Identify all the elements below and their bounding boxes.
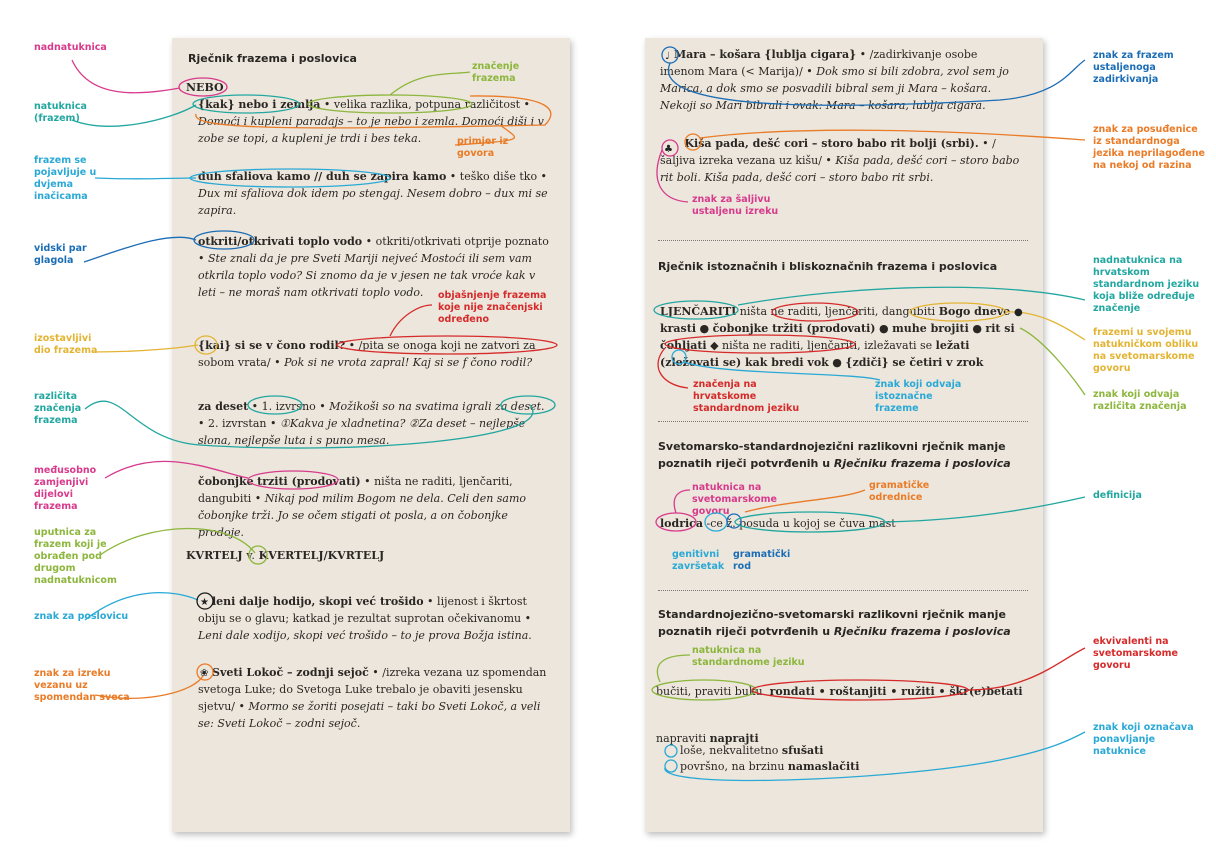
entry-example: Leni dale xodijo, skopi već trošido – to je prova Božja istina. [198,629,532,642]
entry-phrase: duh sfaliova kamo // duh se zapira kamo [198,170,447,183]
annotation-rod: gramatički rod [733,549,791,572]
annotation-ponavljanje: znak koji označava ponavljanje natuknice [1093,722,1194,757]
entry-phrase: Mara – košara {lublja cigara} [674,48,857,61]
entry-phrase: {kai} si se v čono rodil? [198,339,346,352]
std-equivalents: rondati • roštanjiti • ružiti • škr(e)betati [769,685,1023,698]
syn-phrase-2: čobonjke tržiti (prodovati) [712,322,876,335]
club-icon: ♣ [664,144,673,155]
annotation-primjer: primjer iz govora [457,136,509,159]
entry-definition: velika razlika, potpuna različitost [333,98,521,111]
left-page-title: Rječnik frazema i poslovica [188,52,357,65]
annotation-nadnatuknica: nadnatuknica [34,42,107,53]
annotation-izreka: znak za izreku vezanu uz spomendan sveca [34,668,130,703]
sense-1: 1. izvrsno [261,400,316,413]
reference-head: KVRTELJ [186,549,243,562]
rep-line1a: napraviti [656,732,707,745]
entry-lokoc: Sveti Lokoč – zodnji sejoč • /izreka vezana uz spomendan svetoga Luke; do Svetoga Luke trebalo je obaviti jesensku sjetvu/ • Mormo se žoriti posejati – taki bo Sveti Lokoč, a veli se: Sveti Lokoč – zodni sejoč. [198,666,547,730]
rep-line3a: površno, na brzinu [680,760,785,773]
annotation-poslovica: znak za poslovicu [34,611,129,622]
syn-phrase-4: rit si čohljati [660,322,1015,352]
annotation-izostavljivi: izostavljivi dio frazema [34,333,98,356]
annotation-dvije-inacice: frazem se pojavljuje u dvjema inačicama [34,155,97,202]
annotation-medusobno: međusobno zamjenjivi dijelovi frazema [34,465,97,512]
entry-phrase-head: čobonjke [198,475,254,488]
star-icon: ★ [200,597,209,608]
entry-definition: lijenost i škrtost obiju se o glavu; katkad je rezultat suprotan očekivanomu [198,595,527,625]
annotation-razlicita-znacenja: različita značenja frazema [34,391,82,426]
entry-duh: duh sfaliova kamo // duh se zapira kamo • teško diše tko • Dux mi sfaliova dok idem po stengaj. Nesem dobro – dux mi se zapira. [198,170,548,217]
sense-2: 2. izvrstan [208,417,267,430]
section-title-italic: Rječniku frazema i poslovica [833,457,1011,470]
annotation-natuknica-sv: natuknica na svetomarskome govoru [692,482,777,517]
sense-1-example: Možikoši so na svatima igrali za deset. [329,400,545,413]
section-title-synonyms: Rječnik istoznačnih i bliskoznačnih frazema i poslovica [658,260,998,273]
sense-2-example: ①Kakva je xladnetina? ②Za deset – nejlepše slona, nejlepše luta i s puno mesa. [198,417,526,447]
entry-cono: {kai} si se v čono rodil? • /pita se onoga koji ne zatvori za sobom vrata/ • Pok si ne vrota zapral! Kaj si se f čono rodil? [198,339,536,369]
entry-definition: teško diše tko [459,170,538,183]
annotation-ustaljeni: znak za frazem ustaljenoga zadirkivanja [1093,50,1174,85]
syn-phrase-6: {zdiči} se četiri v zrok [845,356,984,369]
entry-example: Mormo se žoriti posejati – taki bo Sveti Lokoč, a veli se: Sveti Lokoč – zodni sejoč. [198,700,541,730]
entry-leni: leni dalje hodijo, skopi već trošido • lijenost i škrtost obiju se o glavu; katkad je rezultat suprotan očekivanomu • Leni dale xodijo, skopi već trošido – to je prova Božja istina. [198,595,532,642]
annotation-znacenje: značenje frazema [472,61,520,84]
entry-phrase: leni dalje hodijo, skopi već trošido [212,595,424,608]
entry-definition: /pita se onoga koji ne zatvori za sobom vrata/ [198,339,536,369]
word-definition: posuda u kojoj se čuva mast [739,517,896,530]
syn-phrase-5: ležati (zležovati se) kak bredi vok [660,339,970,369]
entry-cobonjke: čobonjke trziti (prodovati) • ništa ne raditi, ljenčariti, dangubiti • Nikaj pod milim Bogom ne dela. Celi den samo čobonjke trži. Jo se očem stigati ot posla, a on čobonjke prodoje. [198,475,527,539]
word-gender: ž. [726,517,736,530]
entry-definition: otkriti/otkrivati otprije poznato [375,235,549,248]
entry-definition: /zadirkivanje osobe imenom Mara (< Marija)/ [660,48,978,78]
entry-definition: /šaljiva izreka vezana uz kišu/ [660,137,996,167]
entry-phrase: za deset [198,400,249,413]
annotation-natuknica: natuknica (frazem) [34,101,87,124]
flower-icon: ❀ [200,668,209,679]
entry-example: Dux mi sfaliova dok idem po stengaj. Nesem dobro – dux mi se zapira. [198,187,548,217]
syn-def-1: ništa ne raditi, ljenčariti, dangubiti [739,305,936,318]
annotation-posudenice: znak za posuđenice iz standardnoga jezika neprilagođene na nekoj od razina [1093,124,1205,171]
entry-nebo: {kak} nebo i zemlja • velika razlika, potpuna različitost • Domoći i kupleni paradajs – to je nebo i zemla. Domoći diši i v zobe se topi, a kupleni je trdi i bes teka. [198,98,544,145]
entry-otkriti: otkriti/otkrivati toplo vodo • otkriti/otkrivati otprije poznato • Ste znali da je pre Sveti Mariji nejveć Mostoći ili sem vam otkrila toplo vodo? Si znomo da je v jesen ne tak vroće kak v leti – ne moraš nam otkrivati toplo vodo. [198,235,549,299]
annotation-istoznacne: znak koji odvaja istoznačne frazeme [875,379,962,414]
rep-line3b: namaslačiti [787,760,860,773]
entry-example: Kiša pada, dešć cori – storo babo rit boli. Kiša pada, dešć cori – storo babo rit srbi. [660,154,1020,184]
entry-phrase: otkriti/otkrivati toplo vodo [198,235,363,248]
annotation-genitivni: genitivni završetak [672,549,725,572]
entry-definition: ništa ne raditi, ljenčariti, dangubiti [198,475,513,505]
annotation-gramaticke: gramatičke odrednice [869,480,930,503]
entry-phrase: Sveti Lokoč – zodnji sejoč [212,666,369,679]
annotation-odvaja-razl: znak koji odvaja različita značenja [1093,389,1187,412]
entry-phrase-part: trziti (prodovati) [257,475,361,488]
entry-example: Ste znali da je pre Sveti Mariji nejveć Mostoći ili sem vam otkrila toplo vodo? Si znomo da je v jesen ne tak vroće kak v leti – ne moraš nam otkrivati toplo vodo. [198,252,536,299]
annotation-nadnat-hr: nadnatuknica na hrvatskom standardnom jeziku koja bliže određuje značenje [1093,255,1200,314]
annotation-objasnjenje: objašnjenje frazema koje nije značenjski određeno [438,290,547,325]
annotation-uputnica: uputnica za frazem koji je obrađen pod drugom nadnatuknicom [34,527,117,586]
annotation-saljiva: znak za šaljivu ustaljenu izreku [692,194,779,217]
annotation-svetomarski: frazemi u svojemu natukničkom obliku na svetomarskome govoru [1093,327,1199,374]
syn-head: LJENČARITI [660,305,737,318]
entry-phrase: Kiša pada, dešć cori – storo babo rit bolji (srbi). [684,137,979,150]
annotation-ekvivalenti: ekvivalenti na svetomarskome govoru [1093,636,1178,671]
entry-example: Dok smo si bili zdobra, zvol sem jo Marica, a dok smo se posvadili bibral sem ji Mara – košara. Nekoji so Mari bibrali i ovak: Mara – košara, lublja cigara. [660,65,1009,112]
entry-definition: /izreka vezana uz spomendan svetoga Luke; do Svetoga Luke trebalo je obaviti jesensku sjetvu/ [198,666,547,713]
reference-target: KVERTELJ/KVRTELJ [258,549,385,562]
entry-example: Domoći i kupleni paradajs – to je nebo i zemla. Domoći diši i v zobe se topi, a kupleni je trdi i bes teka. [198,115,544,145]
entry-example: Nikaj pod milim Bogom ne dela. Celi den samo čobonjke trži. Jo se očem stigati ot posla, a on čobonjke prodoje. [198,492,527,539]
annotation-vidski-par: vidski par glagola [34,243,87,266]
entry-example: Pok si ne vrota zapral! Kaj si se f čono rodil? [284,356,533,369]
word-head: lodrica [660,517,704,530]
word-genitive: -ce [706,517,723,530]
syn-phrase-1: Bogo dneve krasti [660,305,1011,335]
entry-mara: Mara – košara {lublja cigara} • /zadirkivanje osobe imenom Mara (< Marija)/ • Dok smo si bili zdobra, zvol sem jo Marica, a dok smo se posvadili bibral sem ji Mara – košara. Nekoji so Mari bibrali i ovak: Mara – košara, lublja cigara. [660,48,1009,112]
annotation-natuknica-std: natuknica na standardnome jeziku [692,645,805,668]
rep-line2b: sfušati [781,744,824,757]
dot-icon: ● [1014,307,1023,318]
section-title-italic: Rječniku frazema i poslovica [833,625,1011,638]
syn-def-2: ništa ne raditi, ljenčariti, izležavati se [722,339,933,352]
syn-phrase-3: muhe brojiti [892,322,969,335]
note-icon: ♩ [665,51,670,62]
headword-nebo: NEBO [186,81,224,94]
rep-line1b: naprajti [709,732,759,745]
entry-za-deset: za deset • 1. izvrsno • Možikoši so na svatima igrali za deset. • 2. izvrstan • ①Kakva je xladnetina? ②Za deset – nejlepše slona, nejlepše luta i s puno mesa. [198,400,545,447]
annotation-definicija: definicija [1093,490,1142,501]
std-head: bučiti, praviti buku [656,685,763,698]
annotation-znacenja-hr: značenja na hrvatskome standardnom jeziku [693,379,800,414]
section-title-text: Svetomarsko-standardnojezični razlikovni rječnik manje poznatih riječi potvrđenih u [658,440,1006,470]
entry-ljencariti: LJENČARITI ništa ne raditi, ljenčariti, dangubiti Bogo dneve krasti ● čobonjke tržiti (prodovati) ● muhe brojiti ● rit si čohljati ◆ ništa ne raditi, ljenčariti, izležavati se ležati (zležovati se) kak bredi vok ● {zdiči} se četiri v zrok [660,305,1015,369]
reference-v: v. [246,549,255,562]
rep-line2a: loše, nekvalitetno [680,744,779,757]
section-title-text: Standardnojezično-svetomarski razlikovni rječnik manje poznatih riječi potvrđenih u [658,608,1006,638]
entry-kisa: Kiša pada, dešć cori – storo babo rit bolji (srbi). • /šaljiva izreka vezana uz kišu/ • Kiša pada, dešć cori – storo babo rit boli. Kiša pada, dešć cori – storo babo rit srbi. [660,137,1020,184]
entry-phrase: {kak} nebo i zemlja [198,98,321,111]
